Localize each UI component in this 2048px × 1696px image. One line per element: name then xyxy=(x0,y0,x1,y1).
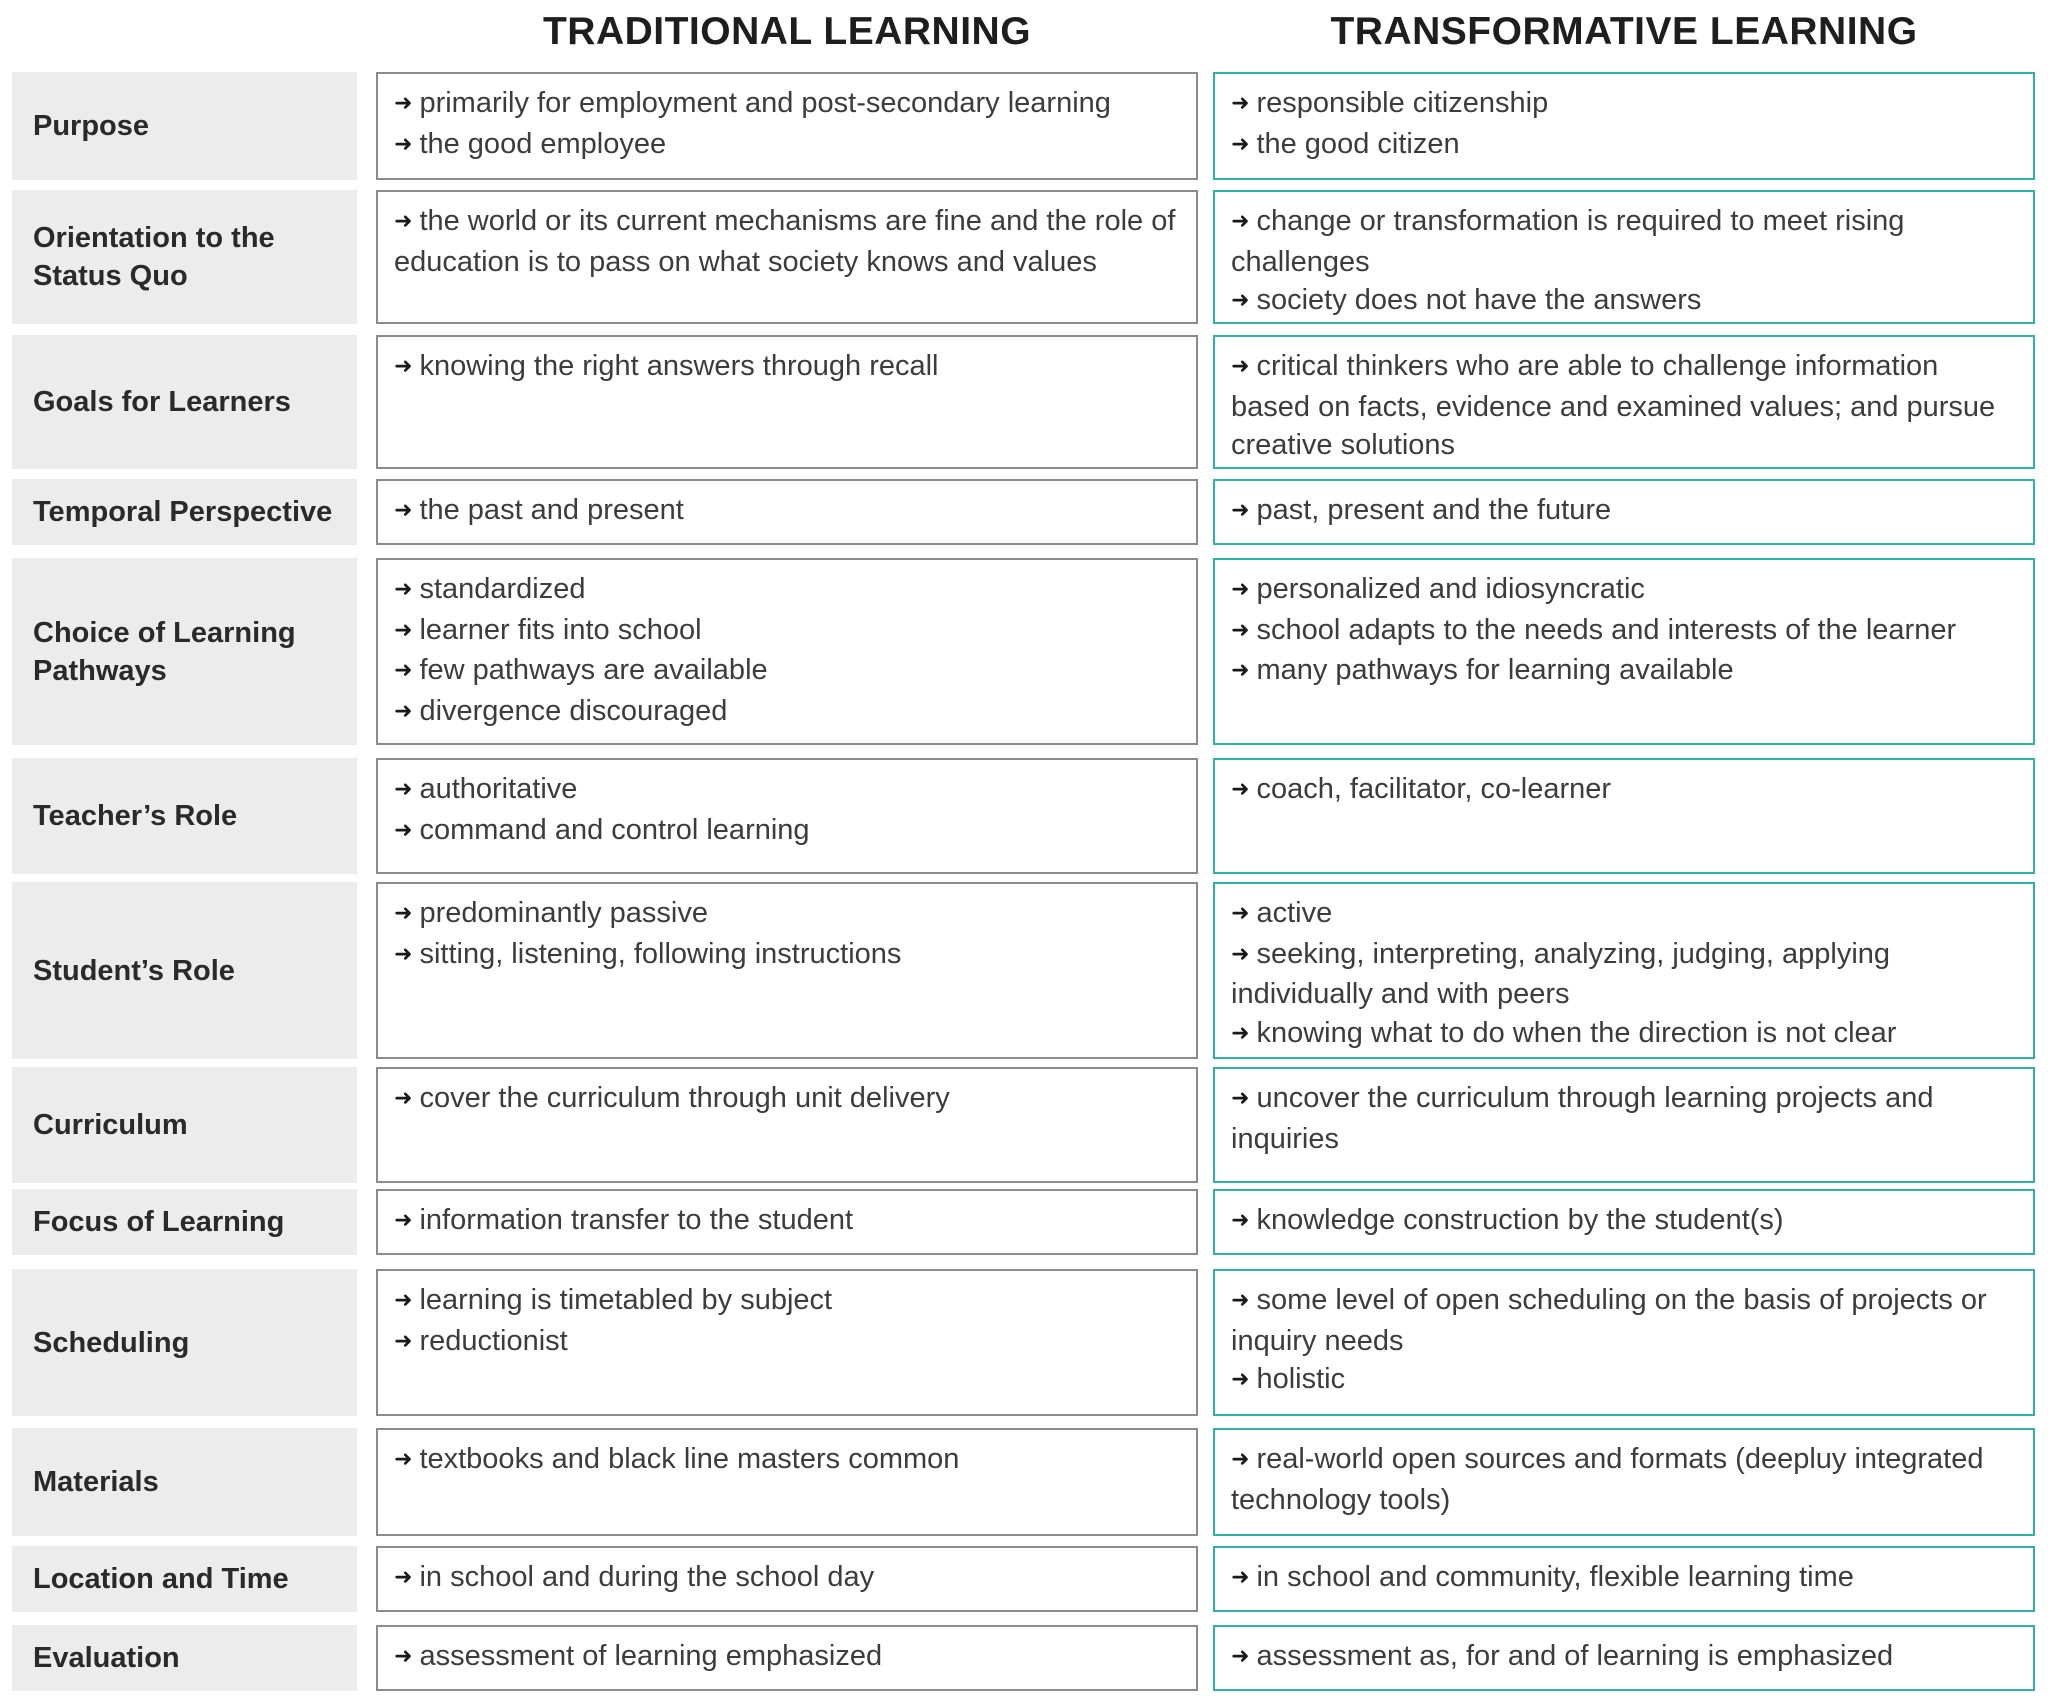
row-label-text: Student’s Role xyxy=(33,954,235,987)
table-row xyxy=(0,1189,2048,1255)
table-row xyxy=(0,72,2048,180)
list-item-text: cover the curriculum through unit delivery xyxy=(419,1082,950,1114)
list-item xyxy=(394,692,1180,733)
list-item xyxy=(394,491,1180,532)
row-label xyxy=(12,1067,357,1183)
arrow-right-icon: ➜ xyxy=(394,1446,413,1471)
row-label xyxy=(12,558,357,745)
arrow-right-icon: ➜ xyxy=(1231,776,1250,801)
row-label-text: Temporal Perspective xyxy=(33,496,333,528)
list-item-text: the good citizen xyxy=(1256,127,1460,160)
transformative-cell xyxy=(1213,1428,2035,1536)
arrow-right-icon: ➜ xyxy=(1231,287,1250,312)
list-item-text: the good employee xyxy=(419,127,667,160)
header-transformative: TRANSFORMATIVE LEARNING xyxy=(1330,10,1918,53)
list-item-text: past, present and the future xyxy=(1256,494,1612,526)
row-label-text: Materials xyxy=(33,1466,159,1498)
arrow-right-icon: ➜ xyxy=(394,900,413,925)
list-item xyxy=(394,1440,1180,1481)
row-label xyxy=(12,1625,357,1691)
arrow-right-icon: ➜ xyxy=(394,1207,413,1232)
table-row xyxy=(0,335,2048,469)
traditional-cell xyxy=(376,1625,1198,1691)
list-item-text: personalized and idiosyncratic xyxy=(1256,573,1645,605)
list-item xyxy=(394,1201,1180,1242)
traditional-cell xyxy=(376,1428,1198,1536)
row-label-text: Evaluation xyxy=(33,1642,180,1674)
arrow-right-icon: ➜ xyxy=(394,90,413,115)
arrow-right-icon: ➜ xyxy=(394,697,413,723)
arrow-right-icon: ➜ xyxy=(394,1564,413,1589)
header-traditional: TRADITIONAL LEARNING xyxy=(542,10,1032,53)
traditional-cell xyxy=(376,558,1198,745)
row-label xyxy=(12,882,357,1059)
list-item xyxy=(394,935,1180,976)
list-item-text: holistic xyxy=(1256,1363,1346,1395)
table-row xyxy=(0,1546,2048,1612)
list-item xyxy=(1231,770,2017,811)
arrow-right-icon: ➜ xyxy=(394,616,413,642)
transformative-cell xyxy=(1213,72,2035,180)
row-label-text: Choice of Learning Pathways xyxy=(33,616,296,687)
arrow-right-icon: ➜ xyxy=(394,130,413,156)
transformative-cell xyxy=(1213,1189,2035,1255)
list-item-text: responsible citizenship xyxy=(1256,87,1549,119)
list-item xyxy=(1231,1014,2017,1055)
arrow-right-icon: ➜ xyxy=(394,208,413,233)
transformative-cell xyxy=(1213,1269,2035,1416)
arrow-right-icon: ➜ xyxy=(1231,1643,1250,1668)
arrow-right-icon: ➜ xyxy=(1231,1085,1250,1110)
row-label xyxy=(12,479,357,545)
list-item xyxy=(1231,651,2017,692)
list-item-text: in school and community, flexible learning time xyxy=(1256,1561,1854,1593)
list-item-text: uncover the curriculum through learning projects and inquiries xyxy=(1231,1082,1934,1155)
list-item xyxy=(1231,894,2017,935)
arrow-right-icon: ➜ xyxy=(1231,353,1250,378)
list-item xyxy=(394,1322,1180,1363)
list-item-text: change or transformation is required to meet rising challenges xyxy=(1231,205,1905,278)
list-item-text: sitting, listening, following instructions xyxy=(419,937,902,970)
arrow-right-icon: ➜ xyxy=(1231,1366,1250,1391)
row-label xyxy=(12,1269,357,1416)
transformative-cell xyxy=(1213,1625,2035,1691)
list-item-text: coach, facilitator, co-learner xyxy=(1256,773,1612,805)
list-item-text: school adapts to the needs and interests of the learner xyxy=(1256,613,1957,646)
list-item xyxy=(394,651,1180,692)
traditional-cell xyxy=(376,1269,1198,1416)
list-item-text: active xyxy=(1256,897,1333,929)
traditional-cell xyxy=(376,1189,1198,1255)
row-label-text: Goals for Learners xyxy=(33,386,291,418)
list-item xyxy=(1231,1440,2017,1519)
arrow-right-icon: ➜ xyxy=(1231,616,1250,642)
arrow-right-icon: ➜ xyxy=(1231,130,1250,156)
list-item xyxy=(394,84,1180,125)
list-item xyxy=(1231,347,2017,465)
list-item xyxy=(394,202,1180,281)
list-item xyxy=(1231,1201,2017,1242)
list-item-text: primarily for employment and post-secondary learning xyxy=(419,87,1111,119)
transformative-cell xyxy=(1213,335,2035,469)
traditional-cell xyxy=(376,882,1198,1059)
arrow-right-icon: ➜ xyxy=(1231,576,1250,601)
arrow-right-icon: ➜ xyxy=(394,497,413,522)
list-item-text: critical thinkers who are able to challenge information based on facts, evidence and examined values; and pursue creative solutions xyxy=(1231,350,1996,461)
list-item xyxy=(1231,202,2017,281)
traditional-cell xyxy=(376,1546,1198,1612)
list-item xyxy=(394,1558,1180,1599)
transformative-cell xyxy=(1213,758,2035,874)
transformative-cell xyxy=(1213,1546,2035,1612)
arrow-right-icon: ➜ xyxy=(394,940,413,966)
list-item-text: learning is timetabled by subject xyxy=(419,1284,833,1316)
arrow-right-icon: ➜ xyxy=(1231,497,1250,522)
list-item-text: many pathways for learning available xyxy=(1256,654,1734,686)
row-label-text: Location and Time xyxy=(33,1563,289,1595)
transformative-cell xyxy=(1213,1067,2035,1183)
arrow-right-icon: ➜ xyxy=(1231,657,1250,682)
list-item-text: learner fits into school xyxy=(419,613,702,646)
traditional-cell xyxy=(376,190,1198,324)
list-item-text: reductionist xyxy=(419,1324,568,1357)
transformative-cell xyxy=(1213,479,2035,545)
row-label-text: Teacher’s Role xyxy=(33,800,238,832)
list-item xyxy=(1231,935,2017,1014)
arrow-right-icon: ➜ xyxy=(1231,208,1250,233)
arrow-right-icon: ➜ xyxy=(1231,1446,1250,1471)
table-row xyxy=(0,882,2048,1059)
table-row xyxy=(0,758,2048,874)
table-row xyxy=(0,558,2048,745)
list-item-text: knowing the right answers through recall xyxy=(419,350,939,382)
row-label-text: Curriculum xyxy=(33,1109,188,1141)
arrow-right-icon: ➜ xyxy=(1231,900,1250,925)
list-item-text: knowledge construction by the student(s) xyxy=(1256,1204,1784,1236)
list-item xyxy=(394,1281,1180,1322)
arrow-right-icon: ➜ xyxy=(394,657,413,682)
table-row xyxy=(0,479,2048,545)
arrow-right-icon: ➜ xyxy=(1231,1564,1250,1589)
list-item xyxy=(394,347,1180,388)
row-label xyxy=(12,1546,357,1612)
table-row xyxy=(0,1625,2048,1691)
arrow-right-icon: ➜ xyxy=(394,353,413,378)
list-item xyxy=(1231,611,2017,652)
arrow-right-icon: ➜ xyxy=(1231,1207,1250,1232)
row-label xyxy=(12,758,357,874)
list-item xyxy=(1231,1281,2017,1360)
list-item xyxy=(394,570,1180,611)
list-item-text: textbooks and black line masters common xyxy=(419,1443,960,1475)
arrow-right-icon: ➜ xyxy=(394,1085,413,1110)
list-item xyxy=(394,611,1180,652)
arrow-right-icon: ➜ xyxy=(394,1287,413,1312)
arrow-right-icon: ➜ xyxy=(394,576,413,601)
row-label xyxy=(12,190,357,324)
list-item-text: few pathways are available xyxy=(419,654,768,686)
list-item-text: real-world open sources and formats (deepluy integrated technology tools) xyxy=(1231,1443,1984,1516)
row-label-text: Orientation to the Status Quo xyxy=(33,222,275,292)
arrow-right-icon: ➜ xyxy=(1231,1287,1250,1312)
row-label xyxy=(12,1189,357,1255)
table-row xyxy=(0,1428,2048,1536)
list-item xyxy=(1231,84,2017,125)
list-item-text: authoritative xyxy=(419,773,578,805)
list-item-text: knowing what to do when the direction is not clear xyxy=(1256,1016,1897,1049)
traditional-cell xyxy=(376,72,1198,180)
row-label xyxy=(12,72,357,180)
arrow-right-icon: ➜ xyxy=(1231,940,1250,966)
list-item xyxy=(394,1079,1180,1120)
row-label-text: Focus of Learning xyxy=(33,1206,285,1238)
arrow-right-icon: ➜ xyxy=(394,1643,413,1668)
list-item xyxy=(1231,491,2017,532)
list-item-text: assessment as, for and of learning is emphasized xyxy=(1256,1640,1894,1672)
transformative-cell xyxy=(1213,190,2035,324)
list-item xyxy=(394,894,1180,935)
list-item xyxy=(394,125,1180,166)
row-label xyxy=(12,1428,357,1536)
arrow-right-icon: ➜ xyxy=(1231,1019,1250,1045)
list-item-text: the world or its current mechanisms are fine and the role of education is to pass on what society knows and values xyxy=(394,205,1176,278)
table-row xyxy=(0,190,2048,324)
list-item-text: predominantly passive xyxy=(419,897,708,929)
list-item-text: some level of open scheduling on the basis of projects or inquiry needs xyxy=(1231,1284,1987,1357)
traditional-cell xyxy=(376,1067,1198,1183)
list-item-text: command and control learning xyxy=(419,813,810,846)
list-item xyxy=(1231,1558,2017,1599)
list-item-text: seeking, interpreting, analyzing, judging, applying individually and with peers xyxy=(1231,937,1891,1010)
list-item-text: in school and during the school day xyxy=(419,1561,875,1593)
list-item xyxy=(394,770,1180,811)
list-item xyxy=(1231,1079,2017,1158)
arrow-right-icon: ➜ xyxy=(394,776,413,801)
list-item xyxy=(1231,125,2017,166)
table-row xyxy=(0,1067,2048,1183)
arrow-right-icon: ➜ xyxy=(1231,90,1250,115)
table-row xyxy=(0,1269,2048,1416)
transformative-cell xyxy=(1213,882,2035,1059)
list-item xyxy=(394,811,1180,852)
list-item xyxy=(394,1637,1180,1678)
traditional-cell xyxy=(376,479,1198,545)
arrow-right-icon: ➜ xyxy=(394,1327,413,1353)
traditional-cell xyxy=(376,335,1198,469)
list-item-text: divergence discouraged xyxy=(419,694,728,727)
list-item xyxy=(1231,1637,2017,1678)
arrow-right-icon: ➜ xyxy=(394,816,413,842)
list-item xyxy=(1231,1360,2017,1401)
list-item xyxy=(1231,570,2017,611)
row-label-text: Purpose xyxy=(33,110,150,142)
list-item-text: society does not have the answers xyxy=(1256,284,1702,316)
transformative-cell xyxy=(1213,558,2035,745)
list-item xyxy=(1231,281,2017,322)
list-item-text: standardized xyxy=(419,573,586,605)
list-item-text: information transfer to the student xyxy=(419,1204,854,1236)
row-label-text: Scheduling xyxy=(33,1326,190,1359)
row-label xyxy=(12,335,357,469)
list-item-text: the past and present xyxy=(419,494,684,526)
traditional-cell xyxy=(376,758,1198,874)
list-item-text: assessment of learning emphasized xyxy=(419,1640,883,1672)
